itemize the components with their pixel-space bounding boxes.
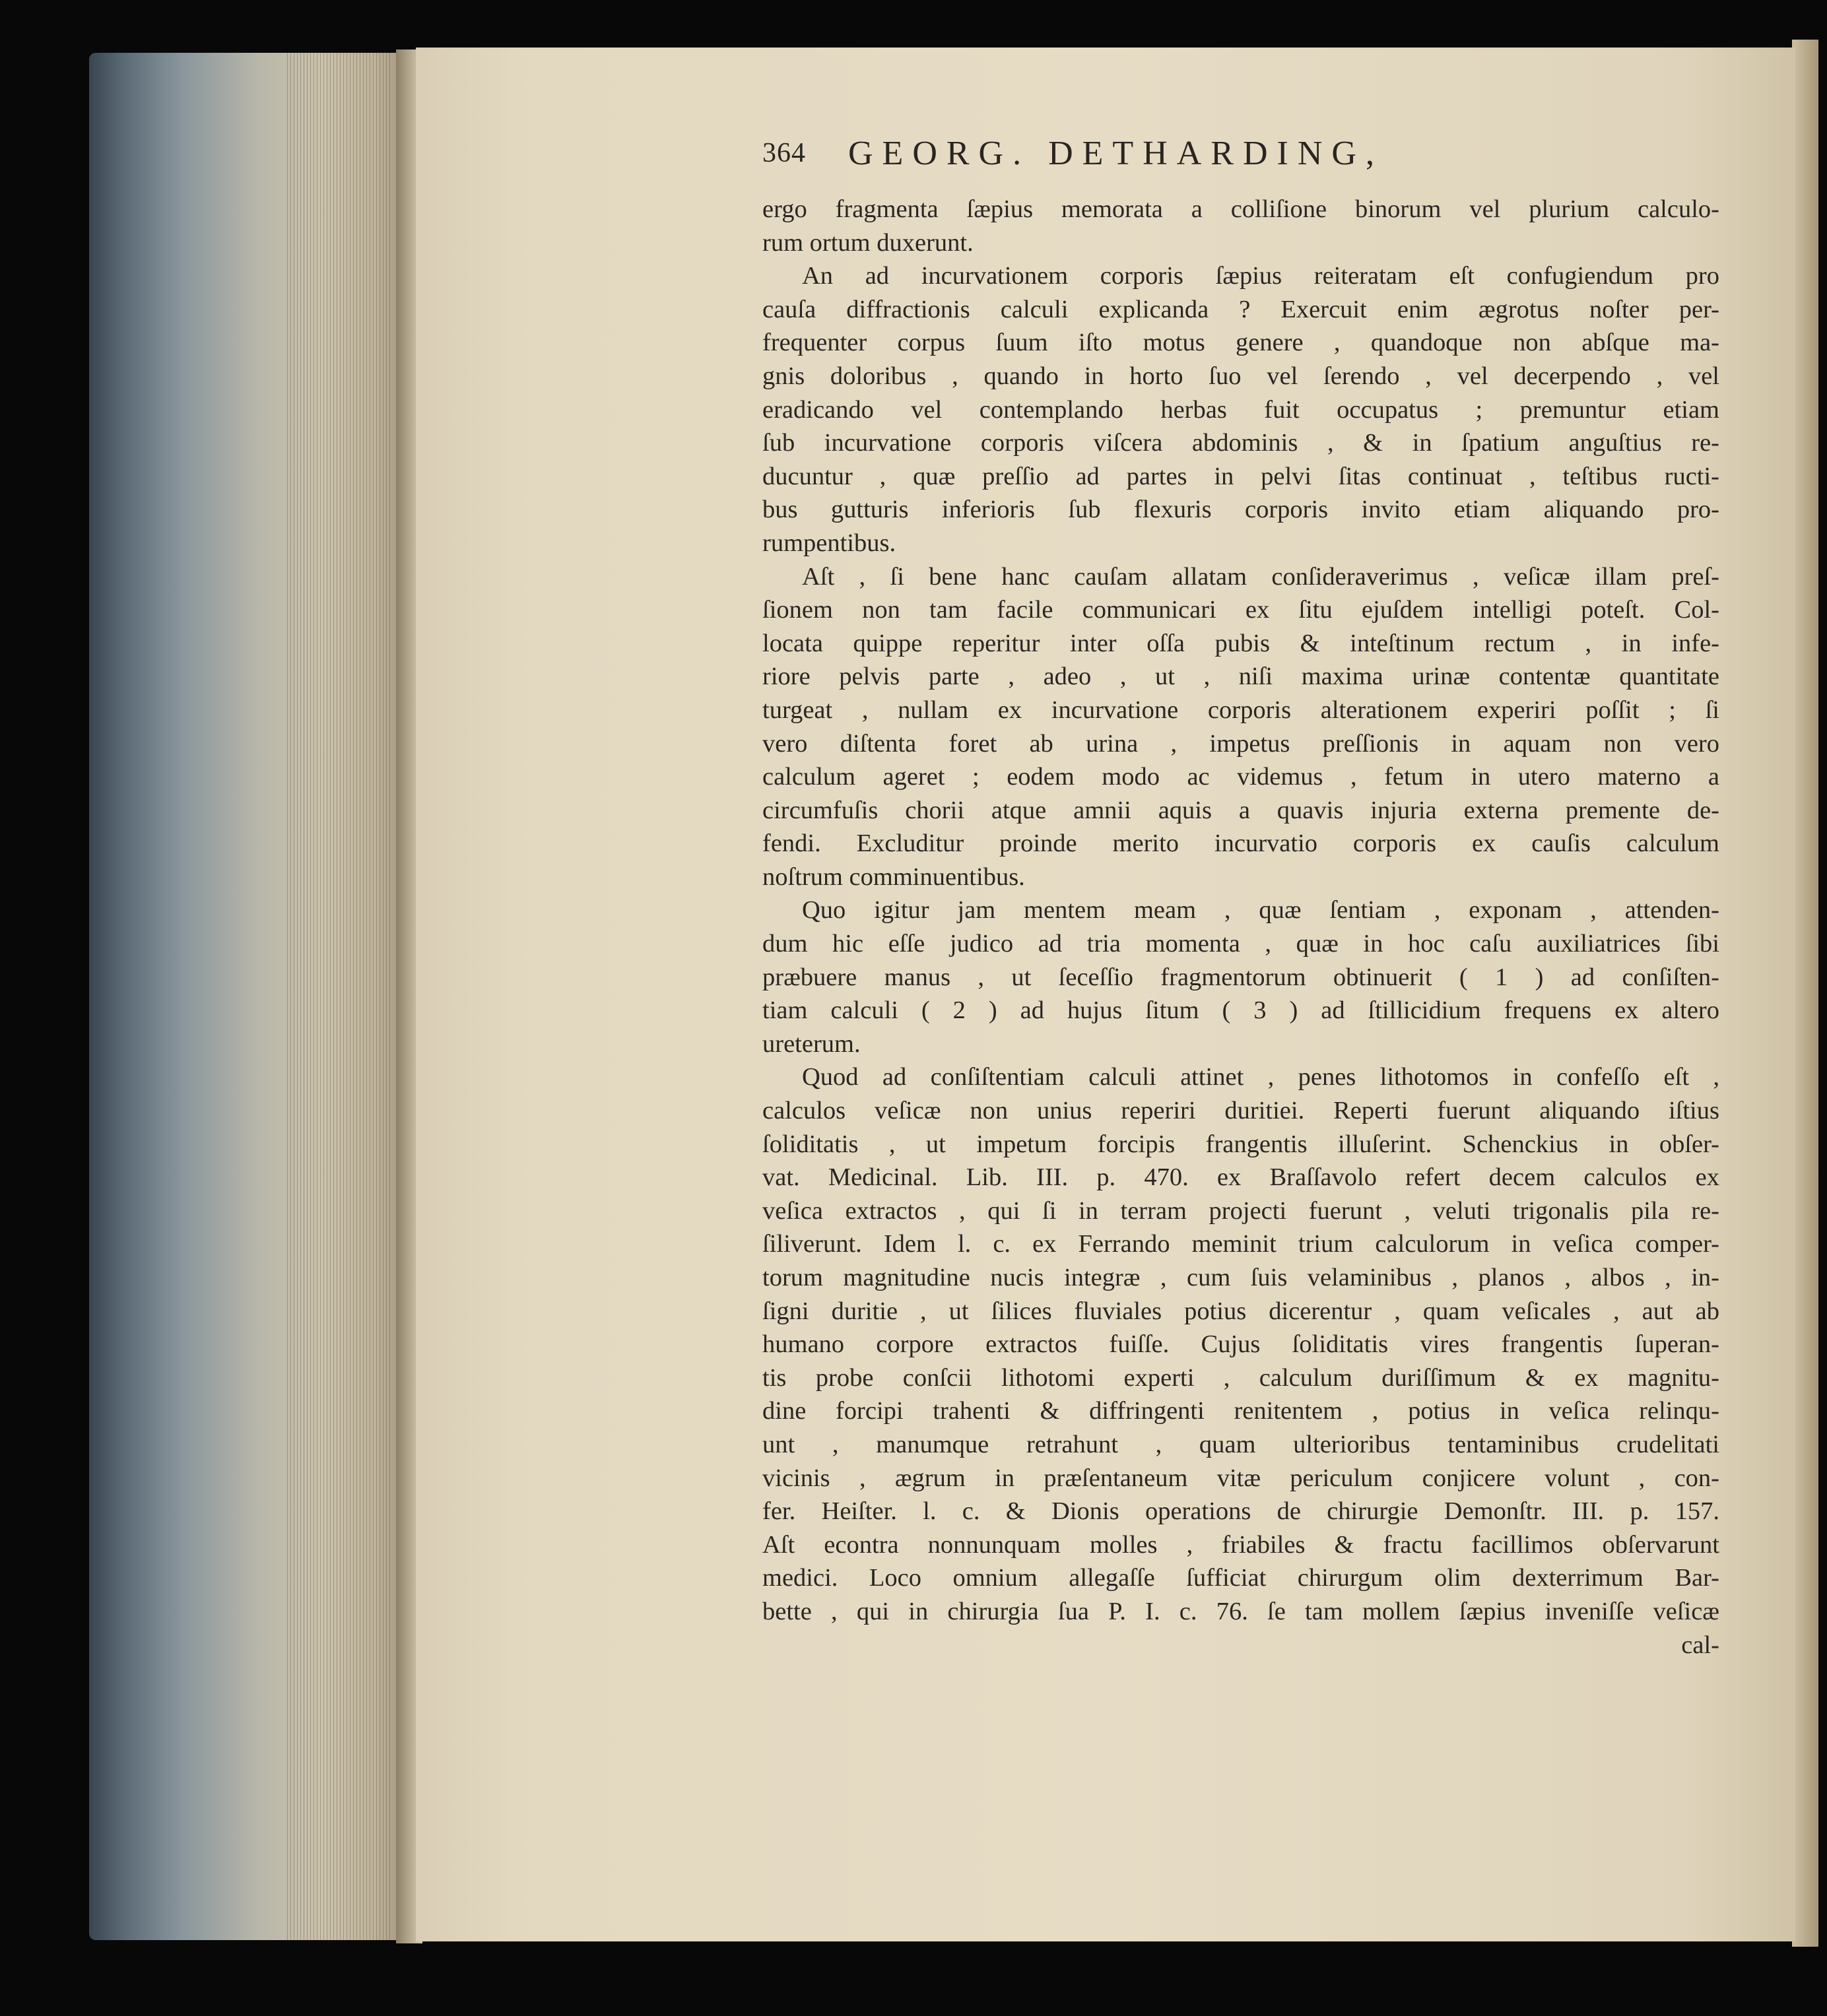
- text-line: ſiliverunt. Idem l. c. ex Ferrando meminit trium calculorum in veſica comper-: [762, 1230, 1719, 1258]
- text-line: humano corpore extractos fuiſſe. Cujus ſoliditatis vires frangentis ſuperan-: [762, 1330, 1719, 1359]
- text-line: calculos veſicæ non unius reperiri duritiei. Reperti fuerunt aliquando iſtius: [762, 1097, 1719, 1125]
- text-line: noſtrum comminuentibus.: [762, 862, 1025, 891]
- text-line: Quod ad conſiſtentiam calculi attinet , penes lithotomos in confeſſo eſt ,: [802, 1063, 1719, 1091]
- text-line: ſoliditatis , ut impetum forcipis frangentis illuſerint. Schenckius in obſer-: [762, 1130, 1719, 1158]
- body-text: [762, 193, 1719, 1662]
- text-line: tis probe conſcii lithotomi experti , calculum duriſſimum & ex magnitu-: [762, 1363, 1719, 1392]
- text-line: Aſt , ſi bene hanc cauſam allatam conſideraverimus , veſicæ illam preſ-: [802, 562, 1719, 591]
- text-line: cauſa diffractionis calculi explicanda ? Exercuit enim ægrotus noſter per-: [762, 295, 1719, 323]
- running-head-title: GEORG. DETHARDING,: [848, 135, 1383, 172]
- text-line: vicinis , ægrum in præſentaneum vitæ periculum conjicere volunt , con-: [762, 1464, 1719, 1492]
- running-head: [762, 134, 1719, 180]
- text-line: ſub incurvatione corporis viſcera abdominis , & in ſpatium anguſtius re-: [762, 429, 1719, 457]
- text-line: ſigni duritie , ut ſilices fluviales potius dicerentur , quam veſicales , aut ab: [762, 1297, 1719, 1325]
- text-line: Quo igitur jam mentem meam , quæ ſentiam , exponam , attenden-: [802, 896, 1719, 925]
- text-line: circumfuſis chorii atque amnii aquis a quavis injuria externa premente de-: [762, 796, 1719, 824]
- text-line: turgeat , nullam ex incurvatione corporis alterationem experiri poſſit ; ſi: [762, 696, 1719, 724]
- text-line: eradicando vel contemplando herbas fuit occupatus ; premuntur etiam: [762, 395, 1719, 424]
- text-line: rumpentibus.: [762, 529, 896, 557]
- text-line: Aſt econtra nonnunquam molles , friabiles & fractu facillimos obſervarunt: [762, 1530, 1719, 1559]
- text-line: torum magnitudine nucis integræ , cum ſuis velaminibus , planos , albos , in-: [762, 1264, 1719, 1291]
- text-line: ſionem non tam facile communicari ex ſitu ejuſdem intelligi poteſt. Col-: [762, 596, 1719, 624]
- page-number: 364: [762, 138, 806, 168]
- text-line: gnis doloribus , quando in horto ſuo vel ſerendo , vel decerpendo , vel: [762, 362, 1719, 390]
- text-line: ureterum.: [762, 1029, 861, 1058]
- page-edges: [287, 53, 393, 1940]
- text-line: dine forcipi trahenti & diffringenti renitentem , potius in veſica relinqu-: [762, 1397, 1719, 1425]
- text-line: vero diſtenta foret ab urina , impetus preſſionis in aquam non vero: [762, 729, 1719, 758]
- text-line: bus gutturis inferioris ſub flexuris corporis invito etiam aliquando pro-: [762, 496, 1719, 524]
- book-fore-edge: [89, 53, 399, 1940]
- text-line: ducuntur , quæ preſſio ad partes in pelvi ſitas continuat , teſtibus ructi-: [762, 462, 1719, 490]
- text-line: fer. Heiſter. l. c. & Dionis operations de chirurgie Demonſtr. III. p. 157.: [762, 1497, 1719, 1526]
- text-line: tiam calculi ( 2 ) ad hujus ſitum ( 3 ) ad ſtillicidium frequens ex altero: [762, 996, 1719, 1025]
- text-line: veſica extractos , qui ſi in terram projecti fuerunt , veluti trigonalis pila re-: [762, 1196, 1719, 1225]
- text-line: frequenter corpus ſuum iſto motus genere , quandoque non abſque ma-: [762, 329, 1719, 357]
- text-line: riore pelvis parte , adeo , ut , niſi maxima urinæ contentæ quantitate: [762, 663, 1719, 691]
- text-line: præbuere manus , ut ſeceſſio fragmentorum obtinuerit ( 1 ) ad conſiſten-: [762, 963, 1719, 991]
- text-line: locata quippe reperitur inter oſſa pubis & inteſtinum rectum , in infe-: [762, 629, 1719, 657]
- text-line: fendi. Excluditur proinde merito incurvatio corporis ex cauſis calculum: [762, 829, 1719, 858]
- text-line: ergo fragmenta ſæpius memorata a colliſione binorum vel plurium calculo-: [762, 195, 1719, 223]
- text-line: vat. Medicinal. Lib. III. p. 470. ex Braſſavolo refert decem calculos ex: [762, 1163, 1719, 1192]
- text-line: cal-: [1681, 1631, 1719, 1659]
- text-line: dum hic eſſe judico ad tria momenta , quæ in hoc caſu auxiliatrices ſibi: [762, 930, 1719, 958]
- text-line: unt , manumque retrahunt , quam ulterioribus tentaminibus crudelitati: [762, 1430, 1719, 1458]
- right-page-edge: [1792, 40, 1818, 1947]
- text-line: An ad incurvationem corporis ſæpius reiteratam eſt confugiendum pro: [802, 262, 1719, 290]
- text-line: calculum ageret ; eodem modo ac videmus , fetum in utero materno a: [762, 763, 1719, 791]
- text-line: rum ortum duxerunt.: [762, 228, 974, 257]
- text-line: bette , qui in chirurgia ſua P. I. c. 76. ſe tam mollem ſæpius inveniſſe veſicæ: [762, 1597, 1719, 1625]
- text-line: medici. Loco omnium allegaſſe ſufficiat chirurgum olim dexterrimum Bar-: [762, 1564, 1719, 1592]
